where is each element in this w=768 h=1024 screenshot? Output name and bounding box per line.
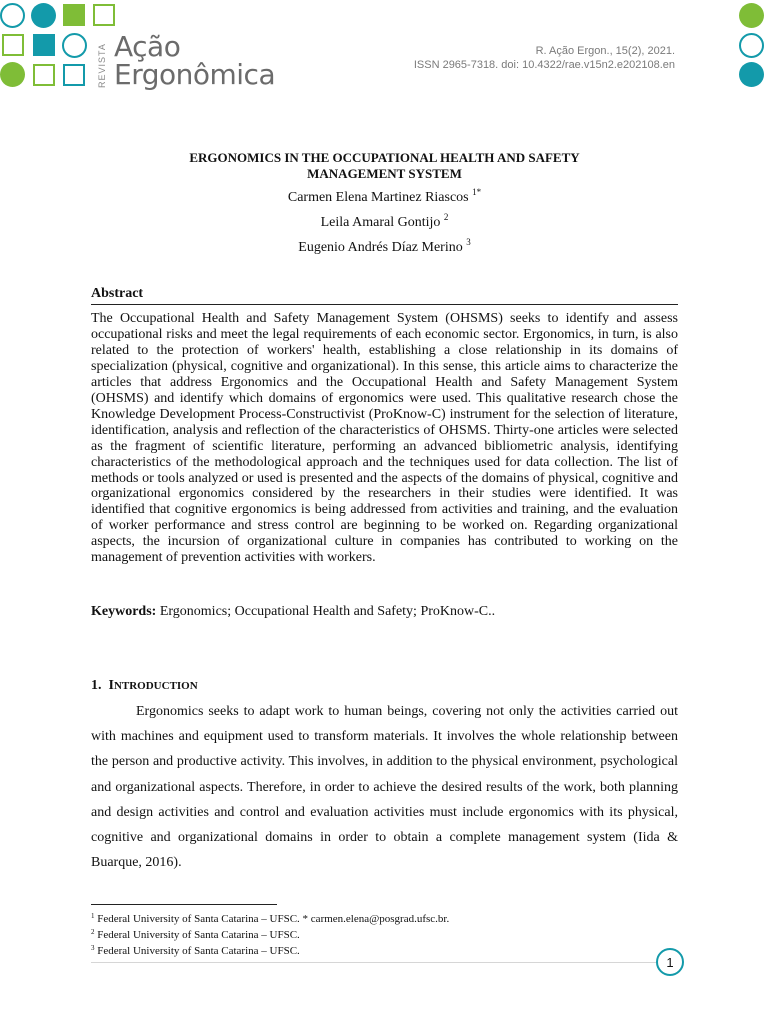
footnote-mark: 2 — [91, 928, 95, 936]
logo-circle-shape — [0, 62, 25, 87]
footnote-text: Federal University of Santa Catarina – UFSC. * carmen.elena@posgrad.ufsc.br. — [94, 913, 450, 925]
logo-square-shape — [33, 64, 55, 86]
logo-square-shape — [63, 4, 85, 26]
introduction-paragraph: Ergonomics seeks to adapt work to human beings, covering not only the activities carried out with machines and equipment used to transform materials. It involves the whole relationship between the person and productive activity. This involves, in addition to the physical environment, psychological and organizational aspects. Therefore, in order to achieve the desired results of the work, both planning and design activities and control and evaluation activities must include ergonomics with its physical, cognitive and organizational domains in order to obtain a complete management system (Iida & Buarque, 2016). — [91, 704, 678, 871]
page-number: 1 — [656, 948, 684, 976]
footnote-mark: 3 — [91, 944, 95, 952]
author-affiliation-mark: 3 — [466, 237, 471, 247]
keywords-list: Ergonomics; Occupational Health and Safety; ProKnow-C.. — [156, 604, 496, 619]
author-affiliation-mark: 1* — [472, 187, 482, 197]
page-footer-divider — [91, 962, 656, 963]
deco-circle-shape — [739, 62, 764, 87]
logo-circle-shape — [31, 3, 56, 28]
deco-circle-shape — [739, 3, 764, 28]
abstract-heading: Abstract — [91, 286, 144, 301]
deco-circle-shape — [739, 33, 764, 58]
footnote-text: Federal University of Santa Catarina – UFSC. — [94, 945, 300, 957]
citation-volume: R. Ação Ergon., 15(2), 2021. — [535, 45, 675, 57]
logo-revista-label: REVISTA — [97, 43, 107, 88]
footnote-2 — [91, 926, 449, 942]
citation-issn-doi: ISSN 2965-7318. doi: 10.4322/rae.v15n2.e202108.en — [413, 59, 675, 71]
footnote-mark: 1 — [91, 912, 95, 920]
title-line-1: ERGONOMICS IN THE OCCUPATIONAL HEALTH AND SAFETY — [189, 150, 580, 165]
author-1 — [91, 187, 678, 206]
keywords-label: Keywords: — [91, 604, 157, 619]
section-title-initial: I — [108, 678, 114, 693]
header-decoration — [736, 0, 768, 90]
author-affiliation-mark: 2 — [443, 212, 449, 222]
section-title-rest: NTRODUCTION — [113, 680, 198, 692]
section-number: 1. — [91, 678, 102, 693]
title-line-2: MANAGEMENT SYSTEM — [307, 166, 462, 181]
logo-square-shape — [63, 64, 85, 86]
logo-square-shape — [2, 34, 24, 56]
author-name: Leila Amaral Gontijo — [320, 215, 441, 230]
author-2 — [91, 212, 678, 231]
abstract-divider — [91, 304, 678, 305]
logo-square-shape — [93, 4, 115, 26]
author-name: Carmen Elena Martinez Riascos — [287, 190, 469, 205]
footnotes — [91, 910, 449, 958]
logo-title-line-2: Ergonômica — [114, 58, 276, 91]
logo-circle-shape — [62, 33, 87, 58]
footnote-3 — [91, 942, 449, 958]
logo-title-line-1: Ação — [114, 30, 181, 63]
footnote-divider — [91, 904, 277, 905]
footnote-1 — [91, 910, 449, 926]
journal-citation — [414, 44, 675, 72]
logo-square-shape — [33, 34, 55, 56]
paper-title — [91, 150, 678, 182]
keywords — [91, 604, 495, 620]
author-3 — [91, 237, 678, 256]
author-name: Eugenio Andrés Díaz Merino — [298, 240, 463, 255]
logo-circle-shape — [0, 3, 25, 28]
section-heading-introduction — [91, 678, 198, 694]
abstract-body: The Occupational Health and Safety Management System (OHSMS) seeks to identify and assess occupational risks and meet the legal requirements of each economic sector. Ergonomics, in turn, is also related to the protection of workers' health, establishing a close relationship in its domains of specialization (physical, cognitive and organizational). In this sense, this article aims to characterize the articles that address Ergonomics and the Occupational Health and Safety Management System (OHSMS) and identify which domains of ergonomics were used. This qualitative research chose the Knowledge Development Process-Constructivist (ProKnow-C) instrument for the selection of literature, identification, analysis and reflection of the characteristics of OHSMS. Thirty-one articles were selected as the fragment of scientific literature, performing an advanced bibliometric analysis, identifying characteristics of the methodological approach and the techniques used for data collection. The list of methods or tools analyzed or used is presented and the aspects of the domains of physical, cognitive and organizational ergonomics considered by the researchers in their studies were identified. It was identified that cognitive ergonomics is being addressed from activities and training, and the evaluation of worker performance and stress control are beginning to be worked on. Regarding organizational aspects, the incursion of organizational culture in companies has contributed to working on the management of prevention activities with workers. — [91, 311, 678, 566]
footnote-text: Federal University of Santa Catarina – UFSC. — [94, 929, 300, 941]
